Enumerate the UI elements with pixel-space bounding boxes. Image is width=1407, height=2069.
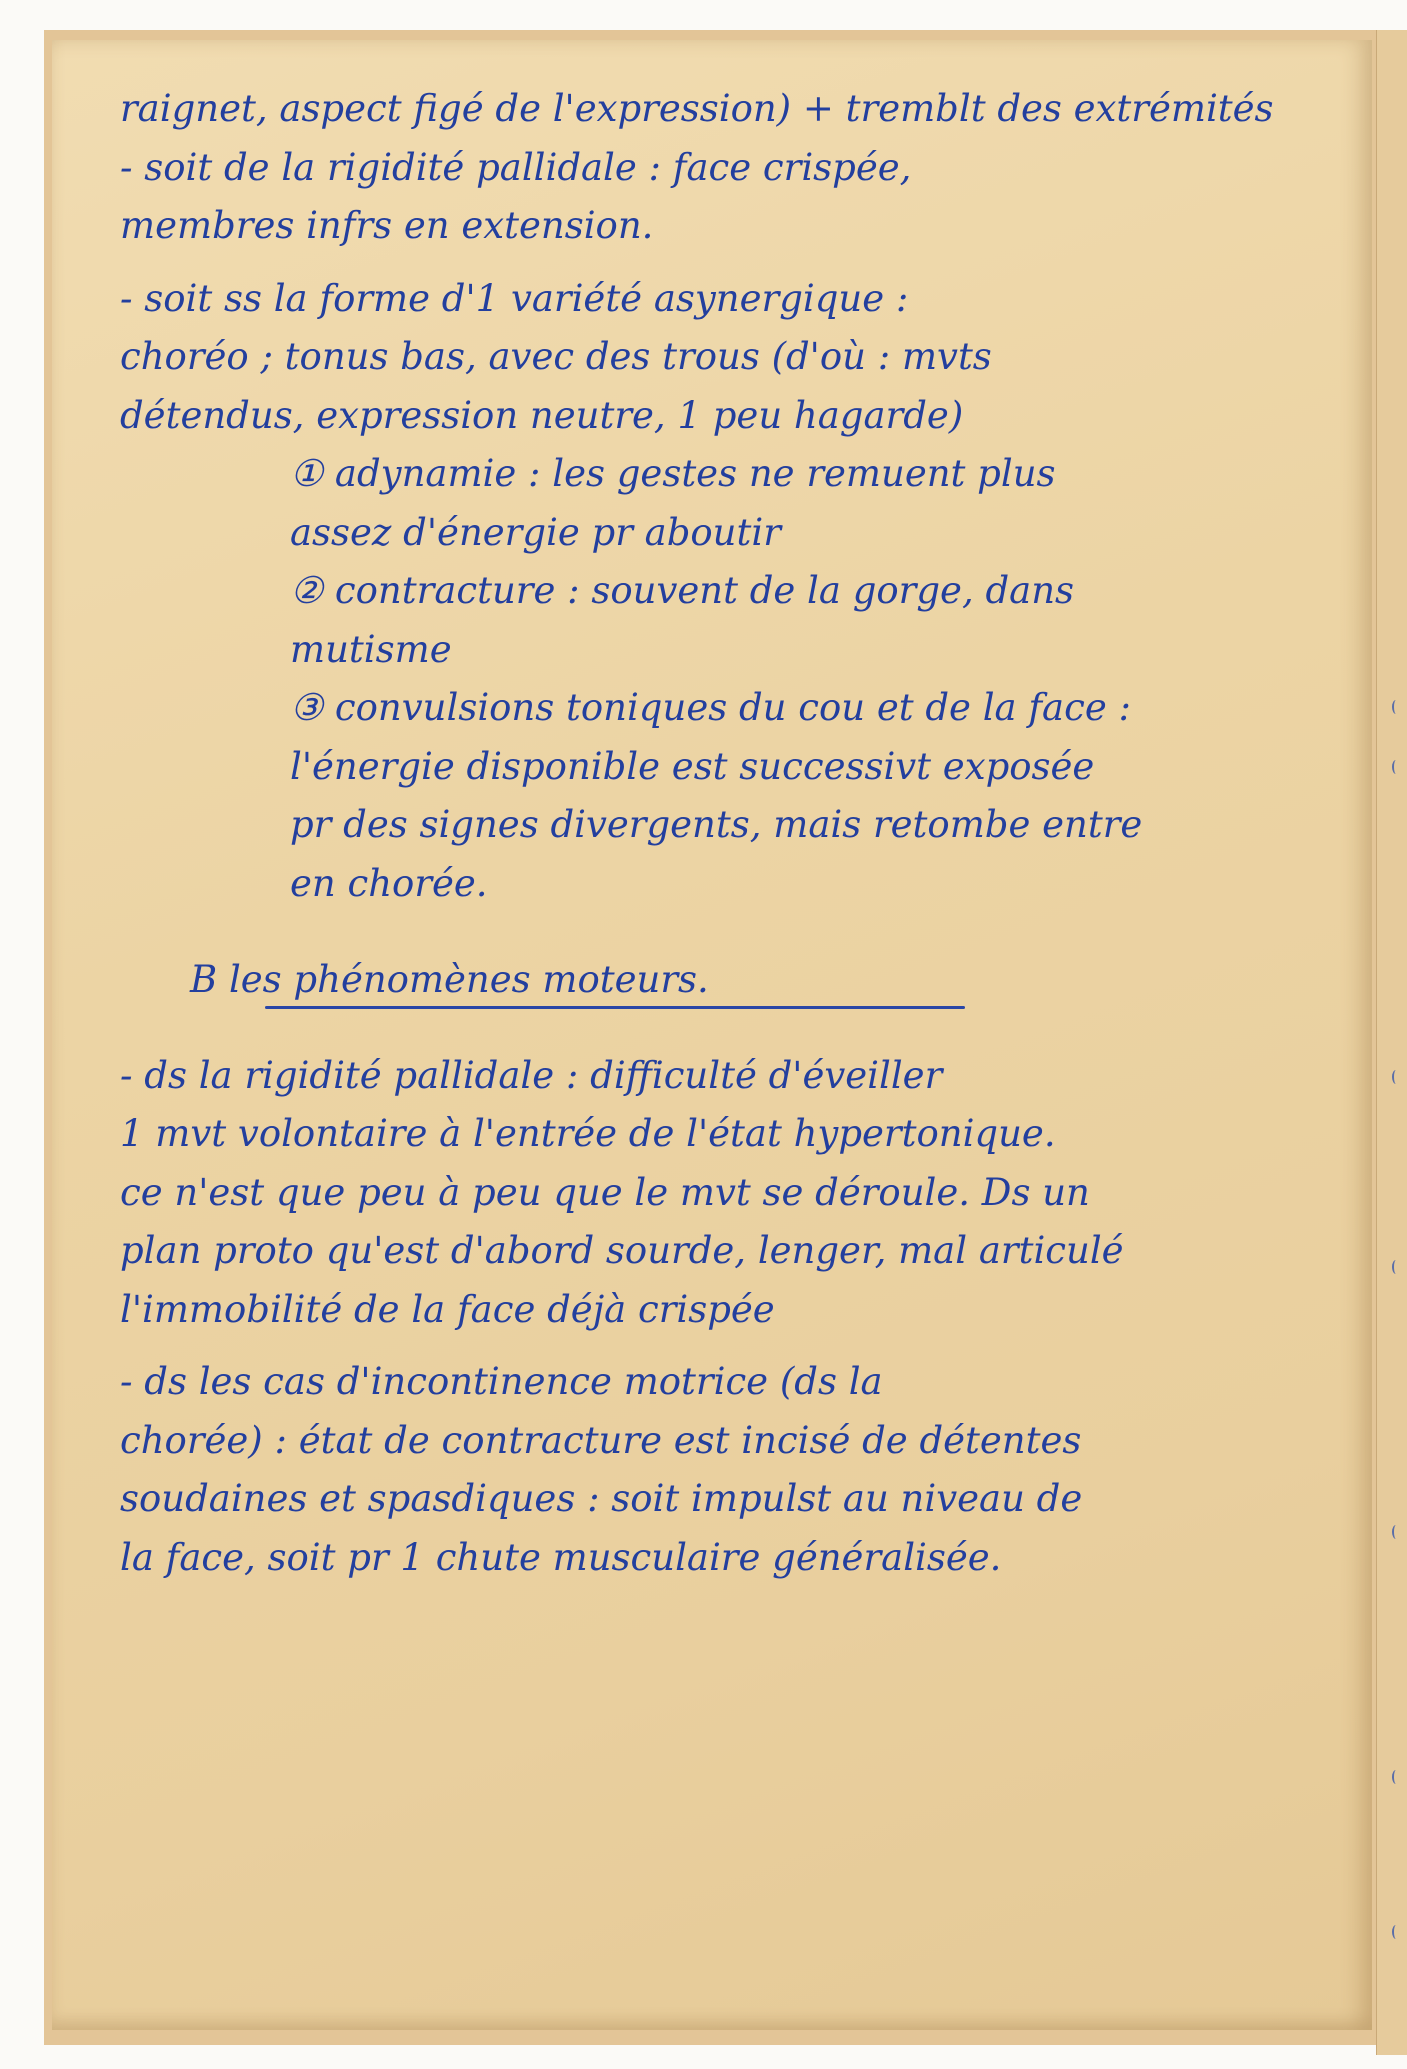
- list-item-line: l'énergie disponible est successivt exposée: [290, 744, 1095, 788]
- text-line: l'immobilité de la face déjà crispée: [120, 1287, 775, 1331]
- adjacent-page-ink-mark: [1392, 1525, 1400, 1539]
- text-line: plan proto qu'est d'abord sourde, lenger, mal articulé: [120, 1229, 1124, 1272]
- text-line: raignet, aspect figé de l'expression) + tremblt des extrémités: [120, 87, 1274, 130]
- list-item-line: assez d'énergie pr aboutir: [290, 510, 781, 554]
- text-line: détendus, expression neutre, 1 peu hagarde): [120, 393, 964, 437]
- adjacent-page-edge: [1376, 30, 1407, 2055]
- text-line: - ds les cas d'incontinence motrice (ds la: [120, 1360, 883, 1403]
- text-line: chorée) : état de contracture est incisé de détentes: [120, 1418, 1082, 1462]
- section-heading: B les phénomènes moteurs.: [190, 958, 709, 1001]
- list-item-line: mutisme: [290, 627, 452, 671]
- list-item-line: ① adynamie : les gestes ne remuent plus: [290, 452, 1056, 495]
- text-line: la face, soit pr 1 chute musculaire généralisée.: [120, 1535, 1002, 1579]
- list-item-line: en chorée.: [290, 861, 488, 905]
- text-line: choréo ; tonus bas, avec des trous (d'où : mvts: [120, 335, 992, 378]
- adjacent-page-ink-mark: [1392, 1070, 1400, 1084]
- text-line: - soit ss la forme d'1 variété asynergique :: [120, 276, 909, 320]
- text-line: 1 mvt volontaire à l'entrée de l'état hypertonique.: [120, 1112, 1056, 1155]
- adjacent-page-ink-mark: [1392, 700, 1400, 714]
- text-line: - soit de la rigidité pallidale : face crispée,: [120, 145, 912, 189]
- list-item-line: ③ convulsions toniques du cou et de la face :: [290, 686, 1131, 729]
- text-line: - ds la rigidité pallidale : difficulté d'éveiller: [120, 1053, 943, 1097]
- adjacent-page-ink-mark: [1392, 760, 1400, 774]
- list-item-line: ② contracture : souvent de la gorge, dans: [290, 569, 1075, 612]
- handwritten-text: [120, 80, 1360, 1587]
- text-line: soudaines et spasdiques : soit impulst au niveau de: [120, 1477, 1083, 1520]
- text-line: membres infrs en extension.: [120, 204, 654, 247]
- adjacent-page-ink-mark: [1392, 1925, 1400, 1939]
- adjacent-page-ink-mark: [1392, 1260, 1400, 1274]
- adjacent-page-ink-mark: [1392, 1770, 1400, 1784]
- list-item-line: pr des signes divergents, mais retombe entre: [290, 803, 1143, 846]
- text-line: ce n'est que peu à peu que le mvt se déroule. Ds un: [120, 1170, 1090, 1214]
